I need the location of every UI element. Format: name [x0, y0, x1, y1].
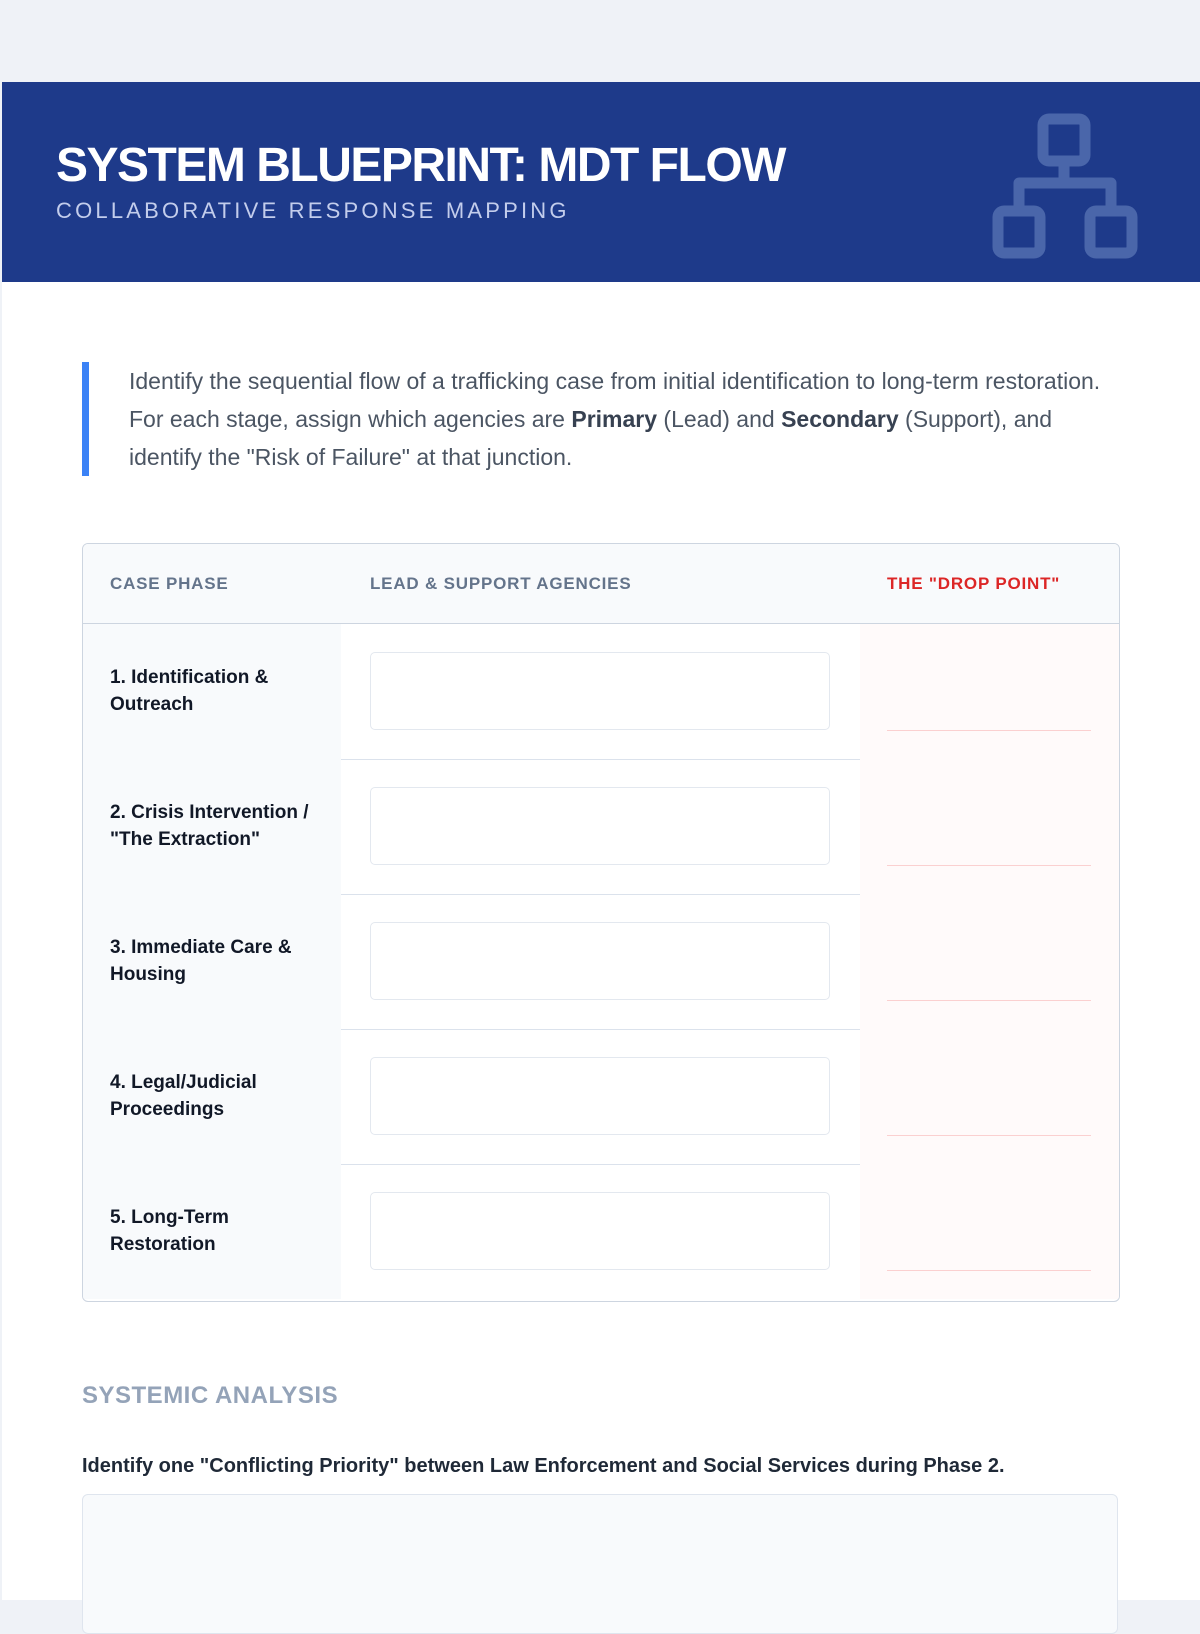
table-header: [83, 544, 1119, 624]
drop-point-cell: [860, 624, 1119, 759]
analysis-question: Identify one "Conflicting Priority" between Law Enforcement and Social Services during Phase 2.: [82, 1455, 1005, 1477]
drop-point-cell: [860, 894, 1119, 1029]
agencies-input[interactable]: [370, 1057, 830, 1135]
table-row: [83, 894, 1119, 1030]
page-title: SYSTEM BLUEPRINT: MDT FLOW: [56, 139, 785, 192]
phase-label: 4. Legal/Judicial Proceedings: [110, 1072, 257, 1120]
phase-label: 3. Immediate Care & Housing: [110, 937, 292, 985]
phase-label: 5. Long-Term Restoration: [110, 1207, 229, 1255]
drop-point-cell: [860, 1029, 1119, 1164]
drop-point-input[interactable]: [887, 865, 1091, 866]
intro-secondary-term: Secondary: [781, 406, 899, 432]
drop-point-cell: [860, 759, 1119, 894]
agencies-input[interactable]: [370, 1192, 830, 1270]
analysis-answer-field[interactable]: [82, 1494, 1118, 1634]
agencies-input[interactable]: [370, 922, 830, 1000]
intro-text-1: Identify the sequential flow of a trafficking case from initial identification to long-term restoration. For each stage, assign which agencies are: [129, 368, 1101, 432]
sitemap-icon: [992, 112, 1142, 262]
agencies-input[interactable]: [370, 787, 830, 865]
header-agencies: LEAD & SUPPORT AGENCIES: [370, 574, 632, 593]
drop-point-input[interactable]: [887, 1135, 1091, 1136]
phase-label: 2. Crisis Intervention / "The Extraction": [110, 802, 309, 850]
systemic-analysis-heading: SYSTEMIC ANALYSIS: [82, 1382, 339, 1409]
drop-point-input[interactable]: [887, 730, 1091, 731]
page-header: [2, 82, 1200, 282]
intro-text-3: (Support), and identify the "Risk of Failure" at that junction.: [129, 406, 1053, 470]
table-row: [83, 624, 1119, 760]
intro-text-2: (Lead) and: [657, 406, 782, 432]
drop-point-input[interactable]: [887, 1000, 1091, 1001]
intro-primary-term: Primary: [571, 406, 658, 432]
header-drop-point: THE "DROP POINT": [887, 574, 1061, 593]
instructions-callout: [82, 362, 1102, 476]
table-row: [83, 1029, 1119, 1165]
drop-point-cell: [860, 1164, 1119, 1299]
case-phase-table: [82, 543, 1120, 1302]
table-row: [83, 1164, 1119, 1299]
header-case-phase: CASE PHASE: [110, 574, 229, 593]
agencies-input[interactable]: [370, 652, 830, 730]
phase-label: 1. Identification & Outreach: [110, 667, 269, 715]
drop-point-input[interactable]: [887, 1270, 1091, 1271]
table-row: [83, 759, 1119, 895]
page-subtitle: COLLABORATIVE RESPONSE MAPPING: [56, 198, 570, 223]
